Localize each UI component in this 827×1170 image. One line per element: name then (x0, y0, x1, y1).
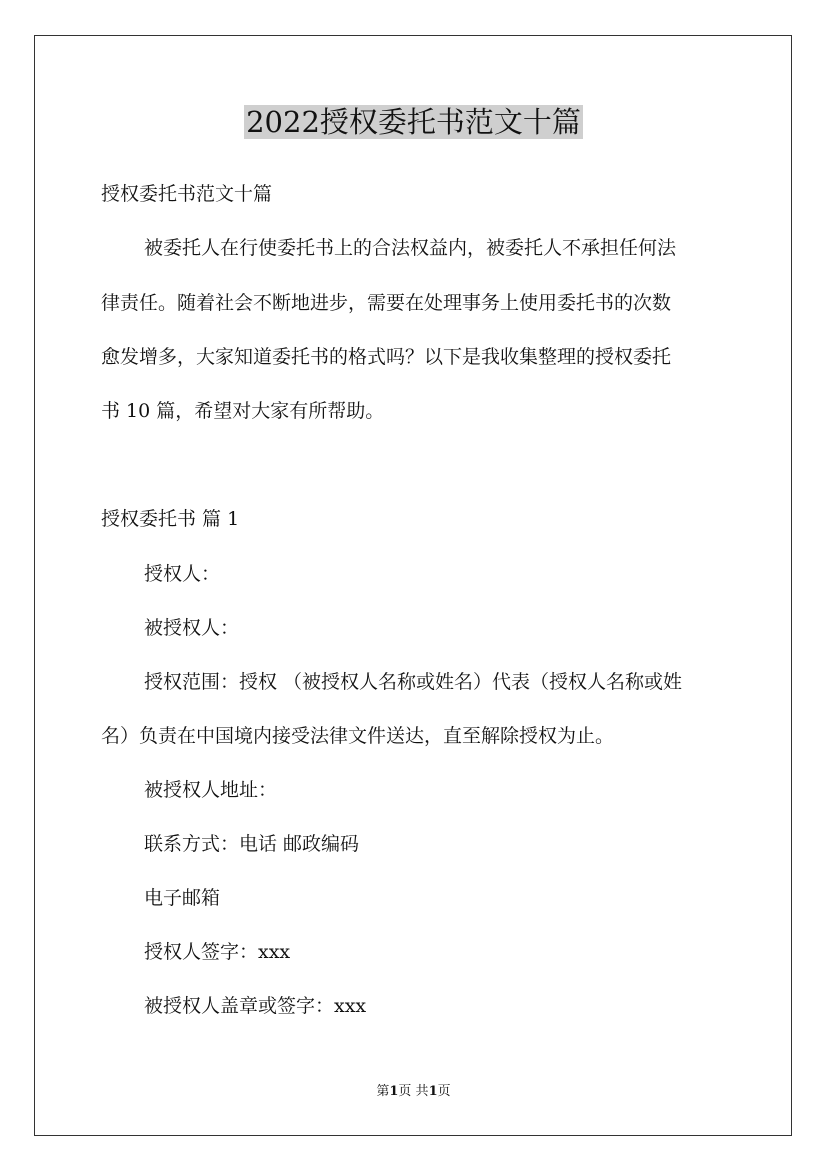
footer-page-total: 1 (428, 1084, 438, 1099)
field-grantor: 授权人： (144, 563, 221, 585)
intro-line-4: 书 10 篇，希望对大家有所帮助。 (101, 400, 385, 422)
intro-line-3: 愈发增多，大家知道委托书的格式吗？以下是我收集整理的授权委托 (101, 346, 672, 368)
field-grantee: 被授权人： (144, 617, 240, 639)
footer-page-mid: 页 共 (398, 1084, 429, 1099)
intro-line-1: 被委托人在行使委托书上的合法权益内，被委托人不承担任何法 (144, 237, 677, 259)
field-grantee-seal: 被授权人盖章或签字：xxx (144, 995, 367, 1017)
page-footer (0, 1082, 827, 1102)
field-email: 电子邮箱 (144, 887, 221, 909)
field-grantee-address: 被授权人地址： (144, 779, 278, 801)
footer-page-prefix: 第 (376, 1084, 390, 1099)
document-title (0, 98, 827, 146)
intro-line-2: 律责任。随着社会不断地进步，需要在处理事务上使用委托书的次数 (101, 292, 672, 314)
document-subtitle: 授权委托书范文十篇 (101, 183, 273, 205)
field-scope-line-2: 名）负责在中国境内接受法律文件送达，直至解除授权为止。 (101, 725, 615, 747)
field-grantor-signature: 授权人签字：xxx (144, 941, 291, 963)
document-title-text: 2022授权委托书范文十篇 (246, 105, 581, 139)
footer-page-suffix: 页 (437, 1084, 451, 1099)
field-scope-line-1: 授权范围：授权 （被授权人名称或姓名）代表（授权人名称或姓 (144, 671, 683, 693)
footer-page-current: 1 (389, 1084, 399, 1099)
field-contact: 联系方式：电话 邮政编码 (144, 833, 360, 855)
section-heading: 授权委托书 篇 1 (101, 508, 240, 530)
